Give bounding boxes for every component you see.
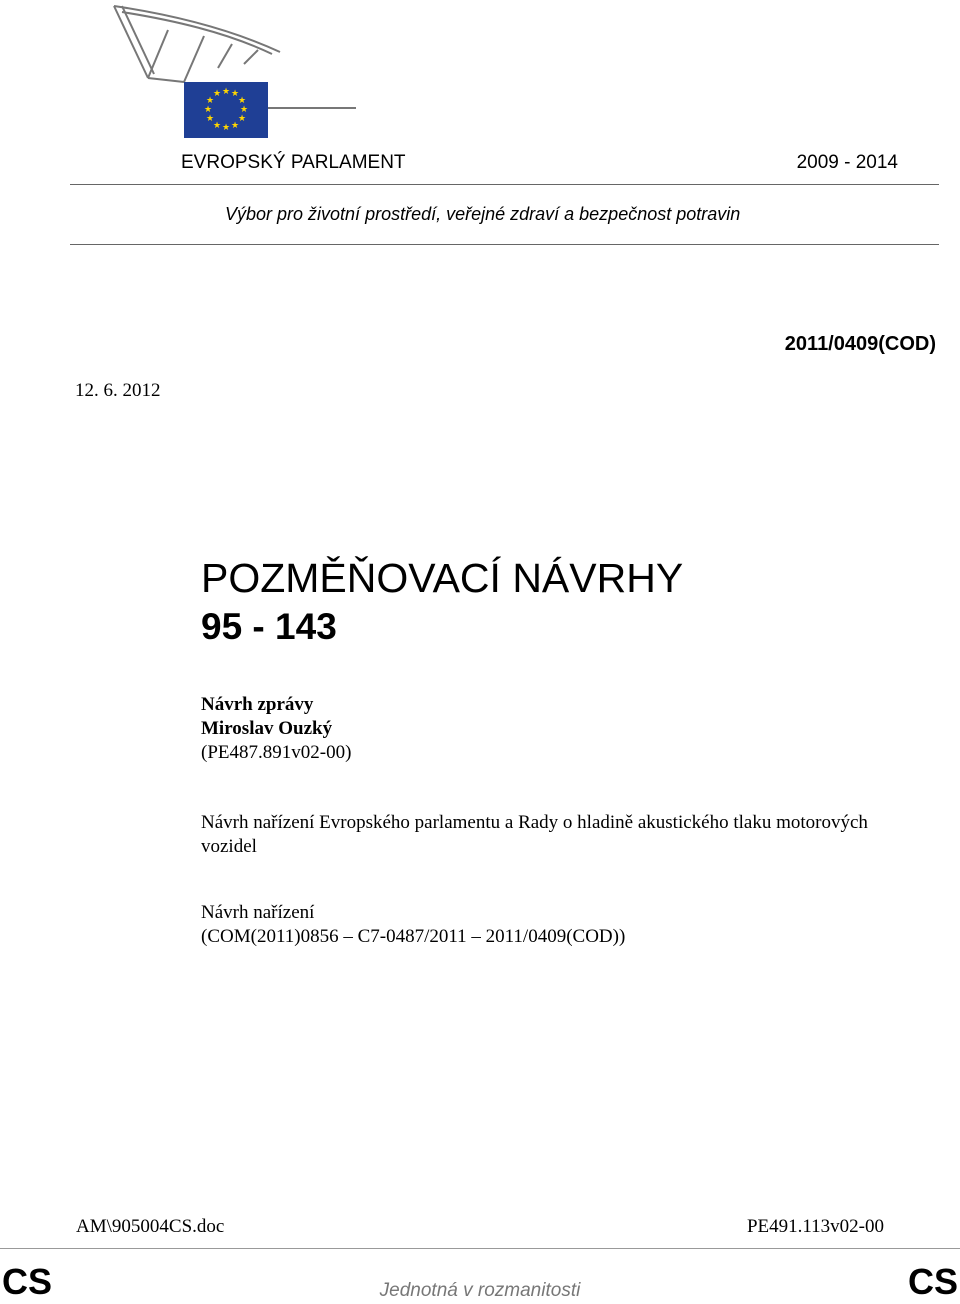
parliamentary-term: 2009 - 2014 [796, 152, 898, 173]
institution-name: EVROPSKÝ PARLAMENT [181, 152, 406, 173]
amendment-range: 95 - 143 [201, 606, 337, 647]
svg-text:★: ★ [212, 121, 222, 131]
svg-text:★: ★ [230, 121, 240, 131]
svg-text:★: ★ [239, 105, 249, 115]
language-code-right: CS [907, 1261, 958, 1302]
language-code-left: CS [2, 1261, 53, 1302]
svg-text:★: ★ [203, 105, 213, 115]
document-title: POZMĚŇOVACÍ NÁVRHY [201, 555, 684, 601]
svg-text:★: ★ [221, 87, 231, 97]
document-filename: AM\905004CS.doc [76, 1216, 225, 1237]
header-divider [70, 184, 939, 185]
svg-text:★: ★ [221, 123, 231, 133]
committee-name: Výbor pro životní prostředí, veřejné zdraví a bezpečnost potravin [225, 204, 741, 224]
eu-motto: Jednotná v rozmanitosti [379, 1280, 581, 1301]
footer-divider [0, 1248, 960, 1249]
committee-divider [70, 244, 939, 245]
svg-text:★: ★ [205, 96, 215, 106]
rapporteur-name: Miroslav Ouzký [201, 718, 333, 739]
proposal-description: Návrh nařízení Evropského parlamentu a Rady o hladině akustického tlaku motorových vozidel [201, 812, 868, 857]
regulation-proposal-label: Návrh nařízení [201, 902, 315, 923]
european-parliament-logo [108, 4, 360, 140]
draft-pe-reference: (PE487.891v02-00) [201, 742, 352, 763]
regulation-references: (COM(2011)0856 – C7-0487/2011 – 2011/0409(COD)) [201, 926, 626, 947]
parliament-hemicycle-icon [108, 4, 360, 140]
draft-report-label: Návrh zprávy [201, 694, 314, 715]
svg-text:★: ★ [237, 96, 247, 106]
svg-text:★: ★ [212, 89, 222, 99]
svg-text:★: ★ [237, 114, 247, 124]
svg-text:★: ★ [230, 89, 240, 99]
pe-number: PE491.113v02-00 [746, 1216, 884, 1237]
procedure-number: 2011/0409(COD) [784, 333, 936, 355]
svg-text:★: ★ [205, 114, 215, 124]
document-date: 12. 6. 2012 [75, 380, 161, 401]
eu-flag-icon [184, 82, 268, 138]
